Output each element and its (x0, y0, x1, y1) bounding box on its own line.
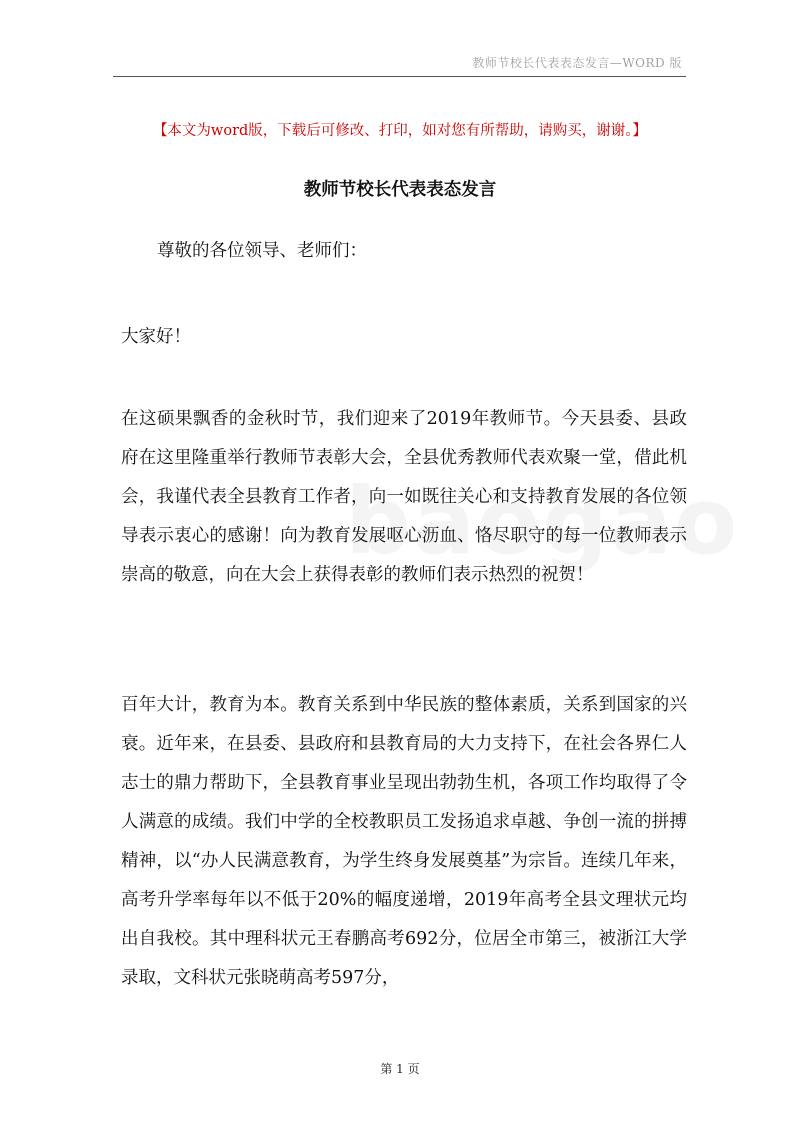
salutation: 尊敬的各位领导、老师们： (157, 241, 367, 261)
greeting: 大家好！ (121, 327, 191, 347)
page-header: 教师节校长代表表态发言—WORD 版 (472, 56, 682, 70)
header-divider (113, 76, 686, 77)
document-title: 教师节校长代表表态发言 (303, 180, 497, 200)
purchase-notice: 【本文为word版，下载后可修改、打印，如对您有所帮助，请购买，谢谢。】 (152, 123, 648, 139)
body-paragraph: 百年大计，教育为本。教育关系到中华民族的整体素质，关系到国家的兴衰。近年来，在县委、县政府和县教育局的大力支持下，在社会各界仁人志士的鼎力帮助下，全县教育事业呈现出勃勃生机，各项工作均取得了令人满意的成绩。我们中学的全校教职员工发扬追求卓越、争创一流的拼搏精神，以“办人民满意教育，为学生终身发展奠基”为宗旨。连续几年来，高考升学率每年以不低于20%的幅度递增，2019年高考全县文理状元均出自我校。其中理科状元王春鹏高考692分，位居全市第三，被浙江大学录取，文科状元张晓萌高考597分， (121, 695, 687, 988)
body-paragraph: 在这硕果飘香的金秋时节，我们迎来了2019年教师节。今天县委、县政府在这里隆重举行教师节表彰大会，全县优秀教师代表欢聚一堂，借此机会，我谨代表全县教育工作者，向一如既往关心和支持教育发展的各位领导表示衷心的感谢！向为教育发展呕心沥血、恪尽职守的每一位教师表示崇高的敬意，向在大会上获得表彰的教师们表示热烈的祝贺！ (121, 409, 687, 585)
page-number: 第 1 页 (380, 1062, 420, 1076)
